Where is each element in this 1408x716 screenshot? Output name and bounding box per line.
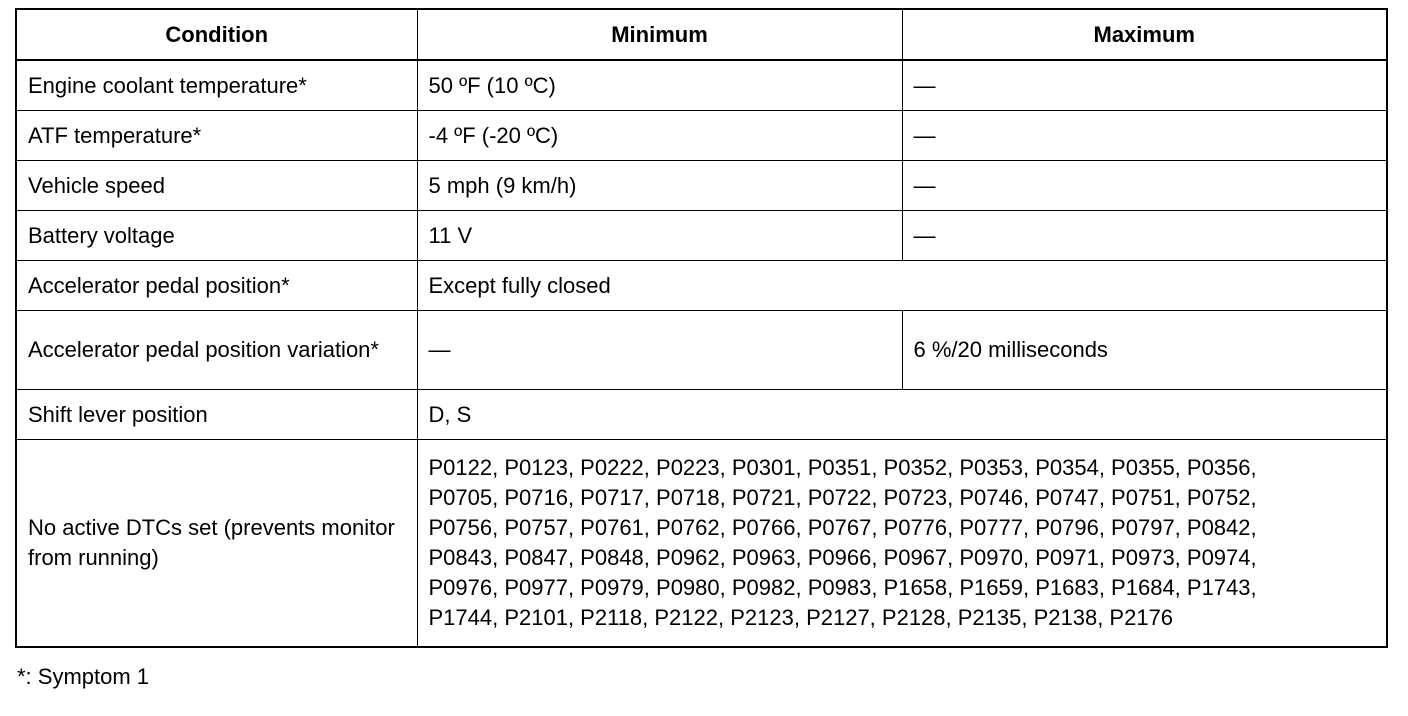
header-minimum: Minimum	[417, 9, 902, 60]
table-row	[16, 211, 1387, 261]
table-row	[16, 440, 1387, 648]
table-row	[16, 60, 1387, 111]
dtc-line: P0843, P0847, P0848, P0962, P0963, P0966, P0967, P0970, P0971, P0973, P0974,	[428, 545, 1257, 570]
header-condition: Condition	[16, 9, 417, 60]
maximum-cell: —	[902, 111, 1387, 161]
maximum-cell: —	[902, 60, 1387, 111]
condition-cell: Vehicle speed	[16, 161, 417, 211]
condition-cell: Accelerator pedal position*	[16, 261, 417, 311]
dtc-line: P0705, P0716, P0717, P0718, P0721, P0722, P0723, P0746, P0747, P0751, P0752,	[428, 485, 1257, 510]
condition-cell: No active DTCs set (prevents monitor from running)	[16, 440, 417, 648]
footnote: *: Symptom 1	[17, 664, 150, 689]
header-maximum: Maximum	[902, 9, 1387, 60]
table-row	[16, 111, 1387, 161]
dtc-line: P0756, P0757, P0761, P0762, P0766, P0767, P0776, P0777, P0796, P0797, P0842,	[428, 515, 1257, 540]
condition-cell: Accelerator pedal position variation*	[16, 311, 417, 390]
table-row	[16, 311, 1387, 390]
condition-cell: Battery voltage	[16, 211, 417, 261]
table-row	[16, 161, 1387, 211]
condition-cell: ATF temperature*	[16, 111, 417, 161]
dtc-list-cell	[417, 440, 1387, 648]
minimum-cell: -4 ºF (-20 ºC)	[417, 111, 902, 161]
condition-cell: Shift lever position	[16, 390, 417, 440]
table-header-row	[16, 9, 1387, 60]
dtc-line: P1744, P2101, P2118, P2122, P2123, P2127, P2128, P2135, P2138, P2176	[428, 605, 1174, 630]
minimum-cell: 50 ºF (10 ºC)	[417, 60, 902, 111]
dtc-line: P0976, P0977, P0979, P0980, P0982, P0983, P1658, P1659, P1683, P1684, P1743,	[428, 575, 1257, 600]
maximum-cell: —	[902, 211, 1387, 261]
table-row	[16, 261, 1387, 311]
maximum-cell: 6 %/20 milliseconds	[902, 311, 1387, 390]
minimum-cell: 5 mph (9 km/h)	[417, 161, 902, 211]
maximum-cell: —	[902, 161, 1387, 211]
conditions-table	[15, 8, 1388, 648]
merged-value-cell: D, S	[417, 390, 1387, 440]
merged-value-cell: Except fully closed	[417, 261, 1387, 311]
table-row	[16, 390, 1387, 440]
condition-cell: Engine coolant temperature*	[16, 60, 417, 111]
minimum-cell: —	[417, 311, 902, 390]
dtc-line: P0122, P0123, P0222, P0223, P0301, P0351, P0352, P0353, P0354, P0355, P0356,	[428, 455, 1257, 480]
minimum-cell: 11 V	[417, 211, 902, 261]
